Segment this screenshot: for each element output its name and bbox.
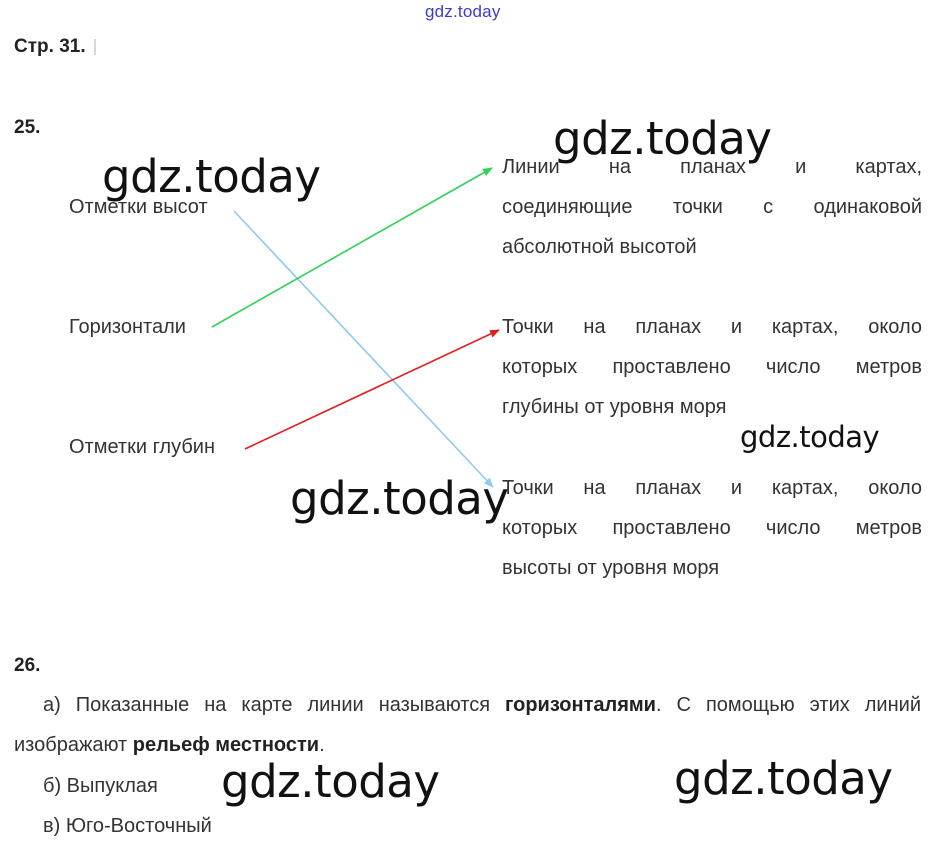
watermark: gdz.today: [102, 150, 321, 203]
definition-2-line-1: Точки на планах и картах, около: [502, 316, 922, 338]
term-contour-lines: Горизонтали: [69, 316, 186, 338]
arrow-depth-to-depth-points: [245, 330, 499, 449]
definition-1-line-3: абсолютной высотой: [502, 236, 697, 258]
page-heading-text: Стр. 31.: [14, 36, 86, 57]
watermark: gdz.today: [221, 755, 440, 808]
task-26-answer-c: в) Юго-Восточный: [43, 815, 212, 837]
definition-3-line-1: Точки на планах и картах, около: [502, 477, 922, 499]
definition-3-line-2: которых проставлено число метров: [502, 517, 922, 539]
definition-1-line-1: Линии на планах и картах,: [502, 156, 922, 178]
watermark: gdz.today: [674, 752, 893, 805]
answer-a-term-relief: рельеф местности: [132, 734, 320, 756]
task-26-answer-b: б) Выпуклая: [43, 775, 158, 797]
answer-a-middle: . С помощью этих линий изображают: [14, 694, 921, 756]
answer-a-end: .: [319, 734, 325, 756]
definition-2-line-3: глубины от уровня моря: [502, 396, 727, 418]
definition-1-line-2: соединяющие точки с одинаковой: [502, 196, 922, 218]
definition-3-line-3: высоты от уровня моря: [502, 557, 720, 579]
watermark: gdz.today: [553, 112, 772, 165]
arrow-elevation-to-height-points: [234, 211, 493, 487]
task-26-number: 26.: [14, 655, 41, 676]
definition-2-line-2: которых проставлено число метров: [502, 356, 922, 378]
watermark: gdz.today: [290, 472, 509, 525]
task-26-answer-a: [14, 685, 921, 765]
term-depth-marks: Отметки глубин: [69, 436, 215, 458]
term-elevation-marks: Отметки высот: [69, 196, 208, 218]
answer-a-term-contours: горизонталями: [505, 694, 656, 716]
watermark-top: gdz.today: [425, 2, 501, 21]
task-25-number: 25.: [14, 117, 41, 138]
arrow-contours-to-lines: [212, 168, 492, 327]
watermark: gdz.today: [740, 420, 880, 454]
answer-a-prefix: а) Показанные на карте линии называются: [43, 694, 506, 716]
